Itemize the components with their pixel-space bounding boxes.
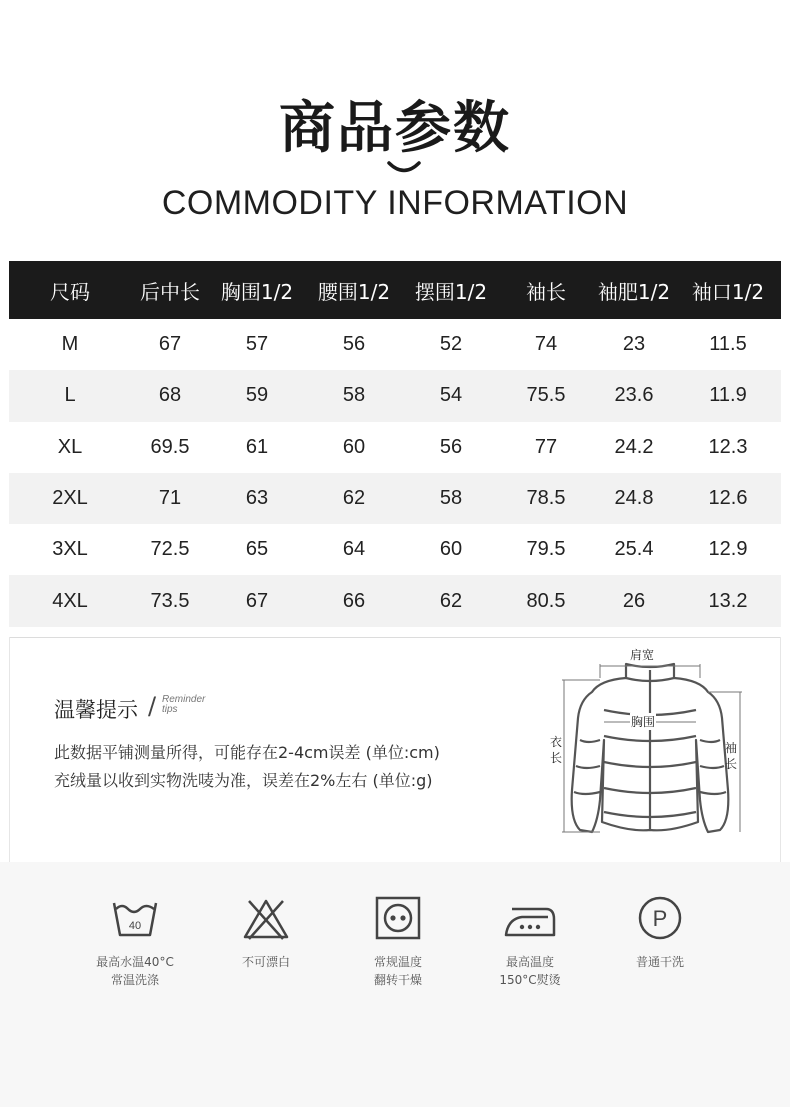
- care-item-iron: [465, 895, 595, 989]
- table-cell: 58: [342, 384, 366, 407]
- diagram-label-shoulder: 肩宽: [630, 648, 655, 662]
- table-cell: 4XL: [52, 589, 88, 612]
- care-label: [201, 953, 331, 971]
- tumble-dry-icon: [373, 895, 423, 941]
- table-cell: 12.9: [708, 538, 748, 561]
- iron-icon: [502, 895, 558, 941]
- wash-40-icon: [110, 895, 160, 941]
- tips-subtitle-line: Reminder: [162, 694, 206, 705]
- tips-subtitle: [162, 695, 205, 715]
- wash-temperature: 40: [128, 920, 142, 932]
- table-cell: 63: [245, 487, 269, 510]
- table-cell: 57: [245, 333, 269, 356]
- smile-divider-icon: [386, 160, 422, 176]
- table-cell: 77: [534, 435, 558, 458]
- table-cell: 26: [622, 589, 646, 612]
- care-label-line: 不可漂白: [241, 955, 290, 969]
- care-label: [595, 953, 725, 971]
- table-cell: 68: [158, 384, 182, 407]
- table-cell: 11.5: [709, 333, 747, 356]
- size-table: [9, 261, 781, 627]
- dry-clean-p-icon: [635, 895, 685, 941]
- table-cell: 59: [245, 384, 269, 407]
- page-subtitle: COMMODITY INFORMATION: [161, 184, 629, 222]
- table-cell: 12.3: [708, 435, 748, 458]
- column-header: 摆围1/2: [414, 279, 488, 304]
- table-cell: 78.5: [526, 487, 566, 510]
- care-label-line: 150°C熨烫: [499, 973, 561, 987]
- diagram-label-sleeve: 袖长: [724, 741, 737, 771]
- table-cell: 3XL: [52, 538, 88, 561]
- tips-slash: /: [148, 692, 157, 720]
- tips-subtitle-line: tips: [162, 704, 178, 715]
- table-cell: 54: [439, 384, 463, 407]
- table-cell: 69.5: [150, 435, 190, 458]
- table-cell: 58: [439, 487, 463, 510]
- column-header: 袖口1/2: [691, 279, 765, 304]
- table-cell: 62: [342, 487, 366, 510]
- measurement-diagram: [540, 640, 770, 845]
- table-cell: 24.8: [614, 487, 654, 510]
- divider: [9, 637, 10, 862]
- table-row: [9, 575, 781, 626]
- care-item-wash: [70, 895, 200, 989]
- care-label: [465, 953, 595, 989]
- table-cell: 71: [158, 487, 182, 510]
- table-cell: 72.5: [150, 538, 190, 561]
- table-cell: 61: [245, 435, 269, 458]
- table-cell: 67: [158, 333, 182, 356]
- table-cell: 11.9: [709, 384, 747, 407]
- care-label-line: 普通干洗: [635, 955, 684, 969]
- column-header: 袖长: [526, 279, 566, 304]
- care-label-line: 最高温度: [505, 955, 554, 969]
- table-row: [9, 473, 781, 524]
- care-label-line: 常温洗涤: [110, 973, 159, 987]
- table-cell: XL: [57, 435, 83, 458]
- table-row: [9, 524, 781, 575]
- care-item-dry: [333, 895, 463, 989]
- care-label: [70, 953, 200, 989]
- column-header: 尺码: [50, 279, 90, 304]
- table-cell: 56: [439, 435, 463, 458]
- table-cell: 2XL: [52, 487, 88, 510]
- dry-clean-letter: P: [652, 906, 668, 931]
- table-row: [9, 319, 781, 370]
- table-cell: 56: [342, 333, 366, 356]
- table-cell: 62: [439, 589, 463, 612]
- tips-text: 充绒量以收到实物洗唛为准，误差在2%左右 (单位:g): [54, 771, 433, 790]
- table-cell: 23: [622, 333, 646, 356]
- table-cell: 60: [342, 435, 366, 458]
- tips-text: 此数据平铺测量所得，可能存在2-4cm误差 (单位:cm): [54, 743, 440, 762]
- care-item-bleach: [201, 895, 331, 971]
- table-cell: L: [64, 384, 76, 407]
- diagram-label-length: 衣长: [549, 735, 562, 765]
- table-cell: 13.2: [708, 589, 748, 612]
- table-cell: 25.4: [614, 538, 654, 561]
- care-label-line: 常规温度: [373, 955, 422, 969]
- care-label-line: 翻转干燥: [373, 973, 422, 987]
- table-cell: 65: [245, 538, 269, 561]
- tips-title: 温馨提示: [54, 698, 138, 722]
- care-label: [333, 953, 463, 989]
- table-cell: 75.5: [526, 384, 566, 407]
- table-cell: 74: [534, 333, 558, 356]
- table-cell: 67: [245, 589, 269, 612]
- table-cell: 52: [439, 333, 463, 356]
- column-header: 袖肥1/2: [597, 279, 671, 304]
- table-header-row: [9, 261, 781, 319]
- table-cell: 66: [342, 589, 366, 612]
- table-cell: 79.5: [526, 538, 566, 561]
- table-cell: 73.5: [150, 589, 190, 612]
- page-title: 商品参数: [279, 96, 511, 161]
- table-cell: 24.2: [614, 435, 654, 458]
- divider: [9, 637, 781, 638]
- care-item-dry-clean: [595, 895, 725, 971]
- column-header: 腰围1/2: [317, 279, 391, 304]
- table-cell: 23.6: [614, 384, 654, 407]
- care-label-line: 最高水温40°C: [96, 955, 174, 969]
- table-cell: 64: [342, 538, 366, 561]
- table-cell: 80.5: [526, 589, 566, 612]
- no-bleach-icon: [241, 895, 291, 941]
- table-row: [9, 370, 781, 421]
- table-row: [9, 422, 781, 473]
- column-header: 胸围1/2: [220, 279, 294, 304]
- divider: [780, 637, 781, 862]
- table-cell: 60: [439, 538, 463, 561]
- column-header: 后中长: [140, 279, 200, 304]
- table-cell: 12.6: [708, 487, 748, 510]
- diagram-label-chest: 胸围: [631, 715, 656, 729]
- table-cell: M: [61, 333, 79, 356]
